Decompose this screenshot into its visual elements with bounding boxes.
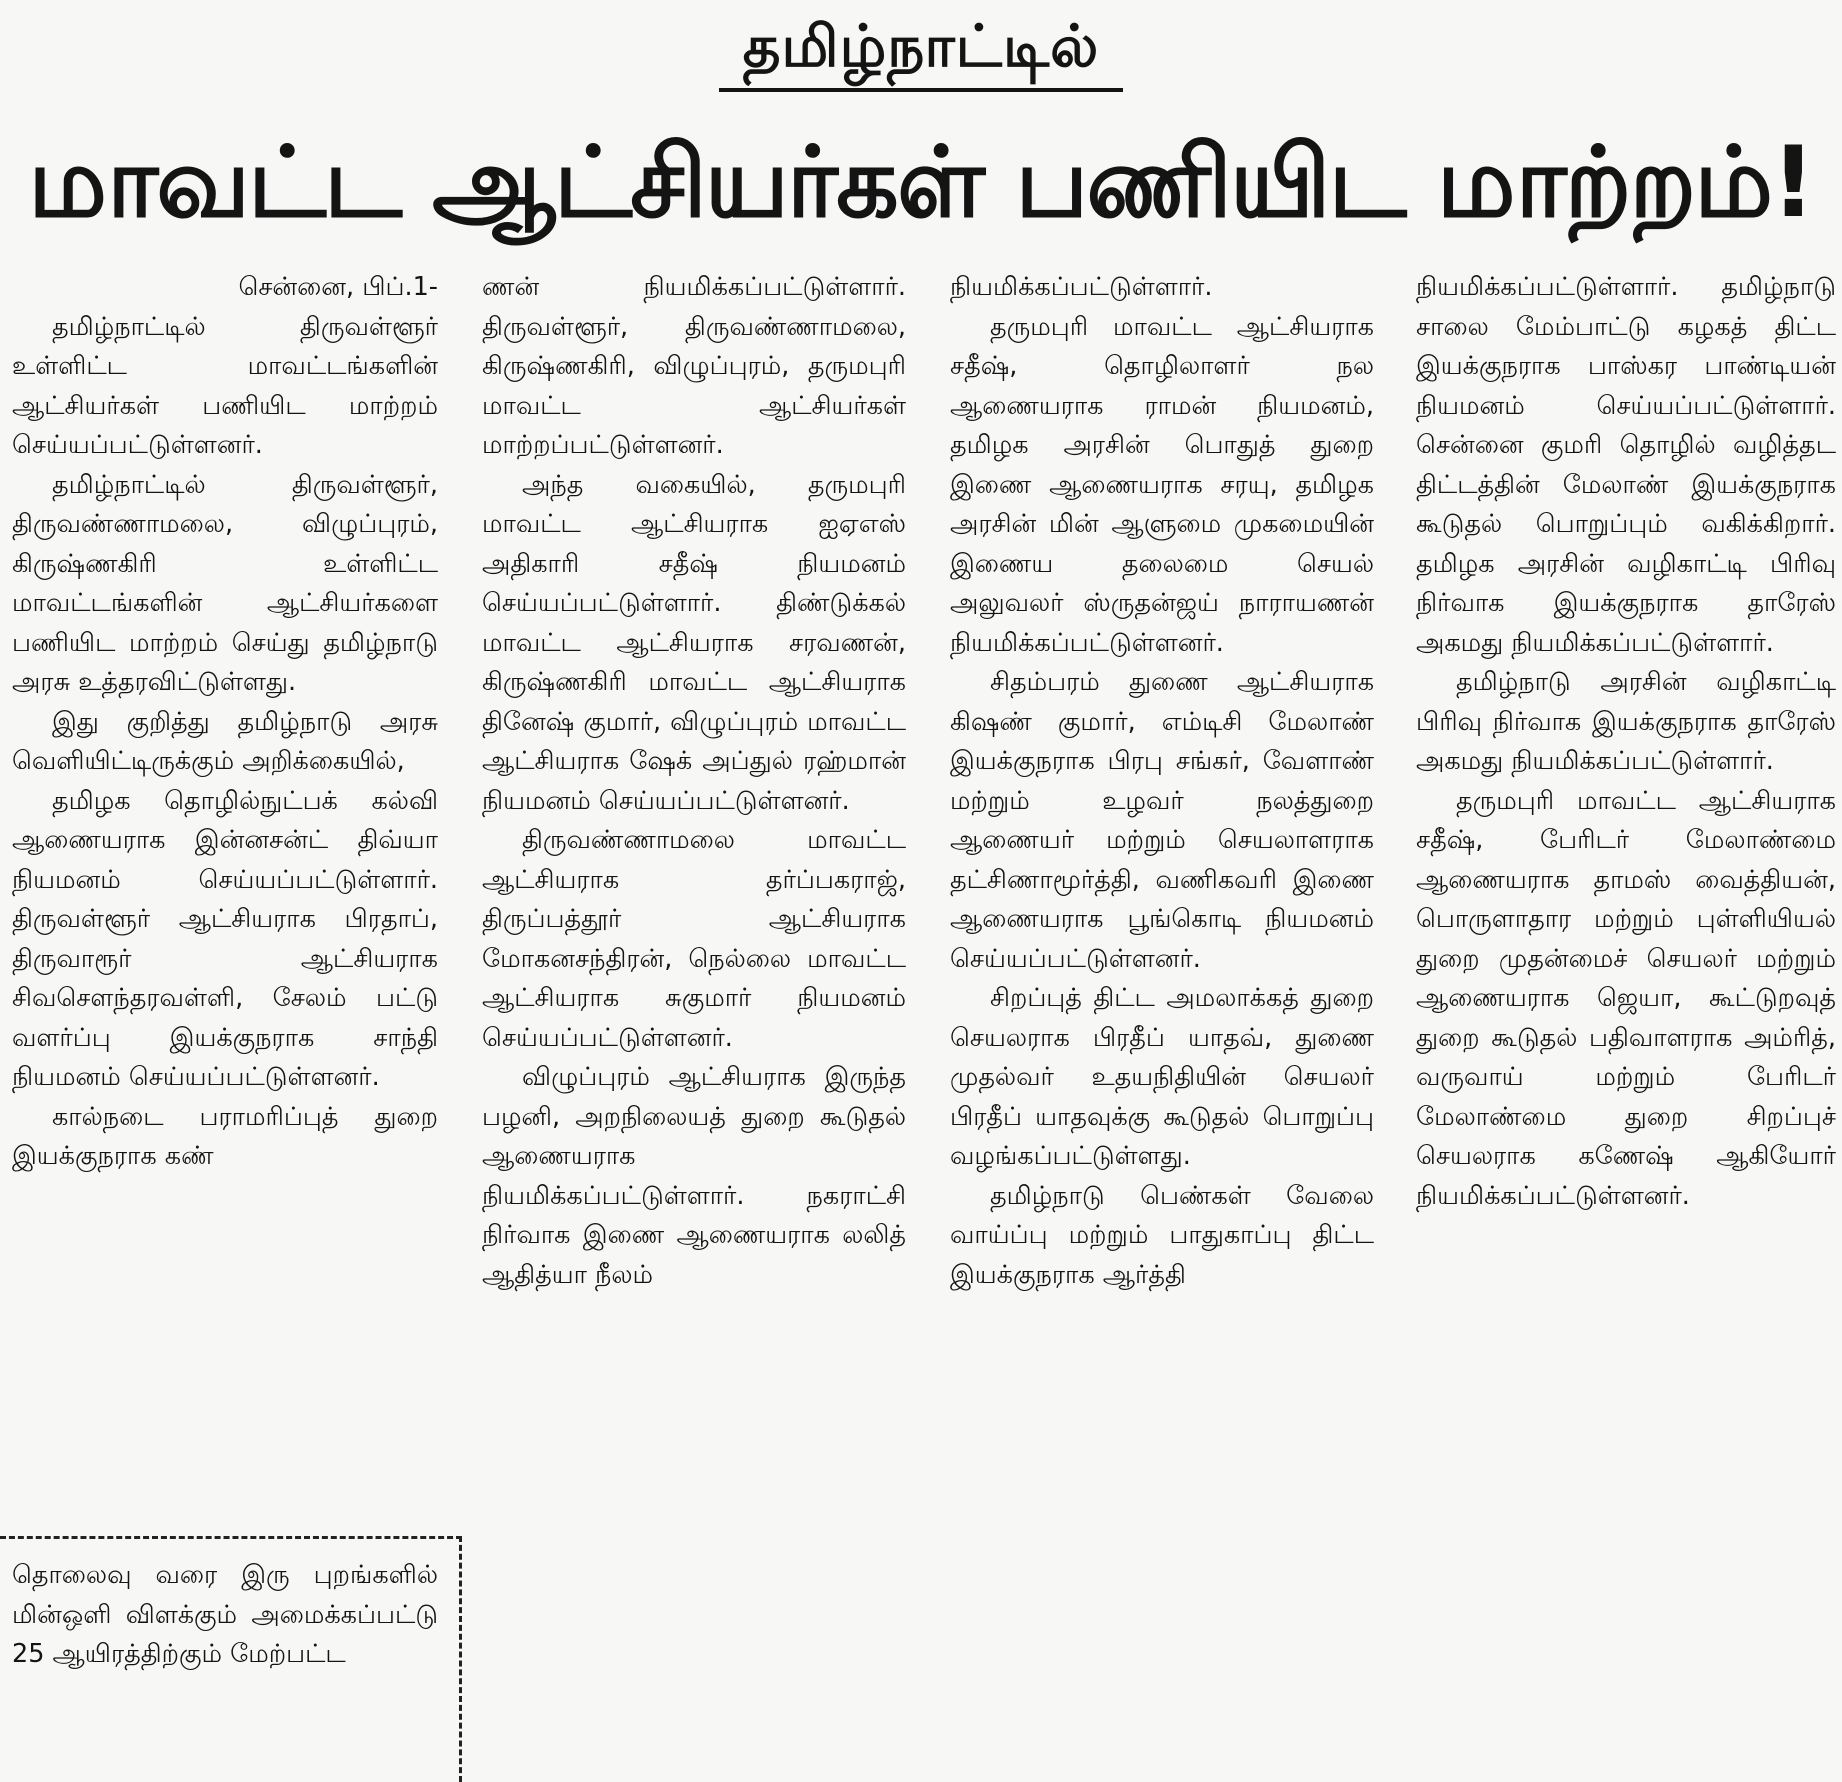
paragraph: இது குறித்து தமிழ்நாடு அரசு வெளியிட்டிருக்கும் அறிக்கையில், (12, 706, 438, 776)
article-column-4 (1416, 268, 1836, 1782)
paragraph: தருமபுரி மாவட்ட ஆட்சியராக சதீஷ், பேரிடர் மேலாண்மை ஆணையராக தாமஸ் வைத்தியன், பொருளாதார மற்றும் புள்ளியியல் துறை முதன்மைச் செயலர் மற்றும் ஆணையராக ஜெயா, கூட்டுறவுத் துறை கூடுதல் பதிவாளராக அம்ரித், வருவாய் மற்றும் பேரிடர் மேலாண்மை துறை சிறப்புச் செயலராக கணேஷ் ஆகியோர் நியமிக்கப்பட்டுள்ளனர். (1416, 785, 1836, 1211)
article-column-3 (950, 268, 1374, 1782)
paragraph: தமிழ்நாட்டில் திருவள்ளூர் உள்ளிட்ட மாவட்டங்களின் ஆட்சியர்கள் பணியிட மாற்றம் செய்யப்பட்டுள்ளனர். (12, 311, 438, 460)
paragraph: ணன் நியமிக்கப்பட்டுள்ளார். திருவள்ளூர், திருவண்ணாமலை, கிருஷ்ணகிரி, விழுப்புரம், தருமபுரி மாவட்ட ஆட்சியர்கள் மாற்றப்பட்டுள்ளனர். (482, 272, 906, 460)
article-column-2 (482, 268, 906, 1782)
boxed-snippet-text: தொலைவு வரை இரு புறங்களில் மின்ஒளி விளக்கும் அமைக்கப்பட்டு 25 ஆயிரத்திற்கும் மேற்பட்ட (12, 1560, 438, 1669)
paragraph: திருவண்ணாமலை மாவட்ட ஆட்சியராக தர்ப்பகராஜ், திருப்பத்தூர் ஆட்சியராக மோகனசந்திரன், நெல்லை மாவட்ட ஆட்சியராக சுகுமார் நியமனம் செய்யப்பட்டுள்ளனர். (482, 825, 906, 1053)
paragraph: சிதம்பரம் துணை ஆட்சியராக கிஷண் குமார், எம்டிசி மேலாண் இயக்குநராக பிரபு சங்கர், வேளாண் மற்றும் உழவர் நலத்துறை ஆணையர் மற்றும் செயலாளராக தட்சிணாமூர்த்தி, வணிகவரி இணை ஆணையராக பூங்கொடி நியமனம் செய்யப்பட்டுள்ளனர். (950, 667, 1374, 974)
article-column-1 (12, 268, 438, 1493)
kicker (0, 6, 1842, 92)
paragraph: தருமபுரி மாவட்ட ஆட்சியராக சதீஷ், தொழிலாளர் நல ஆணையராக ராமன் நியமனம், தமிழக அரசின் பொதுத் துறை இணை ஆணையராக சரயு, தமிழக அரசின் மின் ஆளுமை முகமையின் இணைய தலைமை செயல் அலுவலர் ஸ்ருதன்ஜய் நாராயணன் நியமிக்கப்பட்டுள்ளனர். (950, 311, 1374, 658)
paragraph: விழுப்புரம் ஆட்சியராக இருந்த பழனி, அறநிலையத் துறை கூடுதல் ஆணையராக நியமிக்கப்பட்டுள்ளார். நகராட்சி நிர்வாக இணை ஆணையராக லலித் ஆதித்யா நீலம் (482, 1062, 906, 1290)
paragraph: தமிழ்நாடு பெண்கள் வேலை வாய்ப்பு மற்றும் பாதுகாப்பு திட்ட இயக்குநராக ஆர்த்தி (950, 1180, 1374, 1290)
paragraph: தமிழ்நாட்டில் திருவள்ளூர், திருவண்ணாமலை, விழுப்புரம், கிருஷ்ணகிரி உள்ளிட்ட மாவட்டங்களின் ஆட்சியர்களை பணியிட மாற்றம் செய்து தமிழ்நாடு அரசு உத்தரவிட்டுள்ளது. (12, 469, 438, 697)
paragraph: தமிழ்நாடு அரசின் வழிகாட்டி பிரிவு நிர்வாக இயக்குநராக தாரேஸ் அகமது நியமிக்கப்பட்டுள்ளார். (1416, 667, 1836, 776)
boxed-snippet (12, 1556, 438, 1782)
headline: மாவட்ட ஆட்சியர்கள் பணியிட மாற்றம்! (28, 126, 1814, 240)
paragraph: தமிழக தொழில்நுட்பக் கல்வி ஆணையராக இன்னசன்ட் திவ்யா நியமனம் செய்யப்பட்டுள்ளார். திருவள்ளூர் ஆட்சியராக பிரதாப், திருவாரூர் ஆட்சியராக சிவசௌந்தரவள்ளி, சேலம் பட்டு வளர்ப்பு இயக்குநராக சாந்தி நியமனம் செய்யப்பட்டுள்ளனர். (12, 785, 438, 1092)
paragraph: நியமிக்கப்பட்டுள்ளார். தமிழ்நாடு சாலை மேம்பாட்டு கழகத் திட்ட இயக்குநராக பாஸ்கர பாண்டியன் நியமனம் செய்யப்பட்டுள்ளார். சென்னை குமரி தொழில் வழித்தட திட்டத்தின் மேலாண் இயக்குநராக கூடுதல் பொறுப்பும் வகிக்கிறார். தமிழக அரசின் வழிகாட்டி பிரிவு நிர்வாக இயக்குநராக தாரேஸ் அகமது நியமிக்கப்பட்டுள்ளார். (1416, 272, 1836, 658)
dateline: சென்னை, பிப்.1- (238, 272, 438, 302)
kicker-text: தமிழ்நாட்டில் (719, 6, 1124, 92)
paragraph: நியமிக்கப்பட்டுள்ளார். (950, 272, 1213, 302)
paragraph: கால்நடை பராமரிப்புத் துறை இயக்குநராக கண் (12, 1101, 438, 1171)
paragraph: அந்த வகையில், தருமபுரி மாவட்ட ஆட்சியராக ஐஏஎஸ் அதிகாரி சதீஷ் நியமனம் செய்யப்பட்டுள்ளார். திண்டுக்கல் மாவட்ட ஆட்சியராக சரவணன், கிருஷ்ணகிரி மாவட்ட ஆட்சியராக தினேஷ் குமார், விழுப்புரம் மாவட்ட ஆட்சியராக ஷேக் அப்துல் ரஹ்மான் நியமனம் செய்யப்பட்டுள்ளனர். (482, 469, 906, 816)
paragraph: சிறப்புத் திட்ட அமலாக்கத் துறை செயலராக பிரதீப் யாதவ், துணை முதல்வர் உதயநிதியின் செயலர் பிரதீப் யாதவுக்கு கூடுதல் பொறுப்பு வழங்கப்பட்டுள்ளது. (950, 983, 1374, 1171)
